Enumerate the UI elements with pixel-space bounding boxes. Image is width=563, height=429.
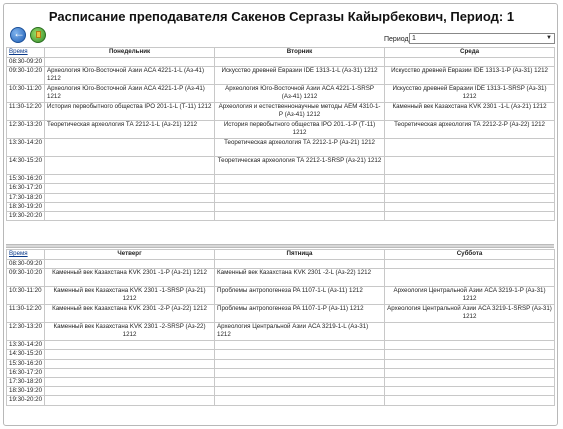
schedule-cell [45,260,215,269]
schedule-cell: История первобытного общества IPO 201-1-L (Т-11) 1212 [45,103,215,121]
time-slot: 10:30-11:20 [7,287,45,305]
schedule-cell: Каменный век Казахстана KVK 2301 -1-L (Аз-21) 1212 [385,103,555,121]
schedule-cell: Теоретическая археология ТА 2212-1-L (Аз-21) 1212 [45,121,215,139]
table-divider [6,244,554,248]
page-title: Расписание преподавателя Сакенов Сергазы Кайырбекович, Период: 1 [48,9,515,24]
time-slot: 15:30-16:20 [7,359,45,368]
day-header: Среда [385,48,555,58]
schedule-cell: Каменный век Казахстана KVK 2301 -2-SRSP (Аз-22) 1212 [45,323,215,341]
schedule-cell [215,212,385,221]
table-row [7,193,555,202]
schedule-cell [385,139,555,157]
schedule-cell [385,368,555,377]
schedule-cell [215,175,385,184]
schedule-cell: История первобытного общества IPO 201.-1-P (Т-11) 1212 [215,121,385,139]
period-select-value: 1 [412,35,416,42]
back-arrow-icon[interactable] [10,27,26,43]
time-slot: 09:30-10:20 [7,269,45,287]
schedule-cell: Каменный век Казахстана KVK 2301 -1-SRSP (Аз-21) 1212 [45,287,215,305]
chevron-down-icon: ▼ [546,35,552,41]
time-slot: 13:30-14:20 [7,341,45,350]
time-slot: 19:30-20:20 [7,396,45,405]
table-row [7,359,555,368]
time-slot: 16:30-17:20 [7,368,45,377]
time-slot: 18:30-19:20 [7,202,45,211]
table-row [7,396,555,405]
time-slot: 10:30-11:20 [7,85,45,103]
time-slot: 09:30-10:20 [7,67,45,85]
table-row [7,387,555,396]
table-row [7,85,555,103]
time-slot: 15:30-16:20 [7,175,45,184]
time-slot: 11:30-12:20 [7,305,45,323]
schedule-cell [45,157,215,175]
time-slot: 08:30-09:20 [7,260,45,269]
schedule-cell [215,260,385,269]
time-slot: 12:30-13:20 [7,121,45,139]
schedule-cell [215,341,385,350]
schedule-cell [385,212,555,221]
schedule-cell: Археология и естественнонаучные методы АЕМ 4310-1-Р (Аз-41) 1212 [215,103,385,121]
table-row [7,121,555,139]
schedule-cell [215,396,385,405]
time-slot: 08:30-09:20 [7,58,45,67]
schedule-cell: Археология Центральной Азии ACA 3219-1-P (Аз-31) 1212 [385,287,555,305]
schedule-cell [45,175,215,184]
schedule-cell [385,378,555,387]
table-row [7,269,555,287]
schedule-cell: Археология Центральной Азии ACA 3219-1-L (Аз-31) 1212 [215,323,385,341]
schedule-cell: Археология Юго-Восточной Азии ACA 4221-1-L (Аз-41) 1212 [45,67,215,85]
schedule-cell [385,359,555,368]
schedule-cell [385,387,555,396]
schedule-cell [215,387,385,396]
schedule-cell: Теоретическая археология ТА 2212-1-SRSP (Аз-21) 1212 [215,157,385,175]
table-row [7,157,555,175]
schedule-cell [385,350,555,359]
schedule-cell [215,368,385,377]
schedule-cell [385,341,555,350]
period-select[interactable] [409,33,555,44]
table-row [7,139,555,157]
time-slot: 14:30-15:20 [7,350,45,359]
schedule-cell [385,184,555,193]
schedule-cell [215,378,385,387]
schedule-cell [45,387,215,396]
table-row [7,202,555,211]
day-header: Суббота [385,250,555,260]
table-row [7,350,555,359]
schedule-cell [45,341,215,350]
schedule-cell [385,193,555,202]
schedule-cell [385,323,555,341]
schedule-cell: Каменный век Казахстана KVK 2301 -2-P (Аз-22) 1212 [45,305,215,323]
schedule-cell [385,175,555,184]
day-header: Пятница [215,250,385,260]
time-slot: 17:30-18:20 [7,193,45,202]
table-row [7,341,555,350]
table-row [7,58,555,67]
schedule-cell [45,396,215,405]
schedule-cell: Искусство древней Евразии IDE 1313-1-P (Аз-31) 1212 [385,67,555,85]
schedule-cell [45,139,215,157]
print-icon[interactable] [30,27,46,43]
schedule-cell [215,184,385,193]
schedule-cell [215,350,385,359]
table-row [7,368,555,377]
day-header: Четверг [45,250,215,260]
table-row [7,378,555,387]
schedule-cell [385,260,555,269]
schedule-cell [215,193,385,202]
schedule-table-week1 [6,47,555,221]
time-slot: 19:30-20:20 [7,212,45,221]
schedule-cell [45,350,215,359]
schedule-cell: Искусство древней Евразии IDE 1313-1-SRSP (Аз-31) 1212 [385,85,555,103]
schedule-cell [385,396,555,405]
time-column-header[interactable]: Время [7,250,45,260]
schedule-cell: Проблемы антропогенеза PA 1107-1-P (Аз-11) 1212 [215,305,385,323]
schedule-cell [45,359,215,368]
schedule-table-week2 [6,249,555,406]
schedule-cell: Археология Центральной Азии ACA 3219-1-SRSP (Аз-31) 1212 [385,305,555,323]
table-row [7,260,555,269]
time-slot: 12:30-13:20 [7,323,45,341]
time-slot: 13:30-14:20 [7,139,45,157]
table-row [7,305,555,323]
table-row [7,212,555,221]
time-slot: 14:30-15:20 [7,157,45,175]
schedule-cell [45,368,215,377]
schedule-cell [215,58,385,67]
time-slot: 17:30-18:20 [7,378,45,387]
time-slot: 18:30-19:20 [7,387,45,396]
schedule-cell: Археология Юго-Восточной Азии ACA 4221-1-SRSP (Аз-41) 1212 [215,85,385,103]
table-row [7,175,555,184]
period-label: Период [384,36,409,43]
schedule-cell [45,58,215,67]
day-header: Вторник [215,48,385,58]
table-row [7,67,555,85]
schedule-cell [45,212,215,221]
schedule-cell: Теоретическая археология ТА 2212-2-P (Аз-22) 1212 [385,121,555,139]
time-slot: 11:30-12:20 [7,103,45,121]
schedule-cell: Искусство древней Евразии IDE 1313-1-L (Аз-31) 1212 [215,67,385,85]
schedule-cell [45,184,215,193]
schedule-cell [45,378,215,387]
time-column-header[interactable]: Время [7,48,45,58]
schedule-cell [215,202,385,211]
schedule-cell [385,58,555,67]
schedule-cell [215,359,385,368]
schedule-cell [385,157,555,175]
table-row [7,287,555,305]
day-header: Понедельник [45,48,215,58]
schedule-cell: Проблемы антропогенеза PA 1107-1-L (Аз-11) 1212 [215,287,385,305]
table-row [7,103,555,121]
schedule-cell [385,202,555,211]
schedule-cell: Каменный век Казахстана KVK 2301 -2-L (Аз-22) 1212 [215,269,385,287]
schedule-cell: Каменный век Казахстана KVK 2301 -1-P (Аз-21) 1212 [45,269,215,287]
schedule-cell [45,193,215,202]
table-row [7,184,555,193]
schedule-cell: Археология Юго-Восточной Азии ACA 4221-1-P (Аз-41) 1212 [45,85,215,103]
time-slot: 16:30-17:20 [7,184,45,193]
schedule-cell: Теоретическая археология ТА 2212-1-P (Аз-21) 1212 [215,139,385,157]
schedule-cell [45,202,215,211]
schedule-cell [385,269,555,287]
table-row [7,323,555,341]
